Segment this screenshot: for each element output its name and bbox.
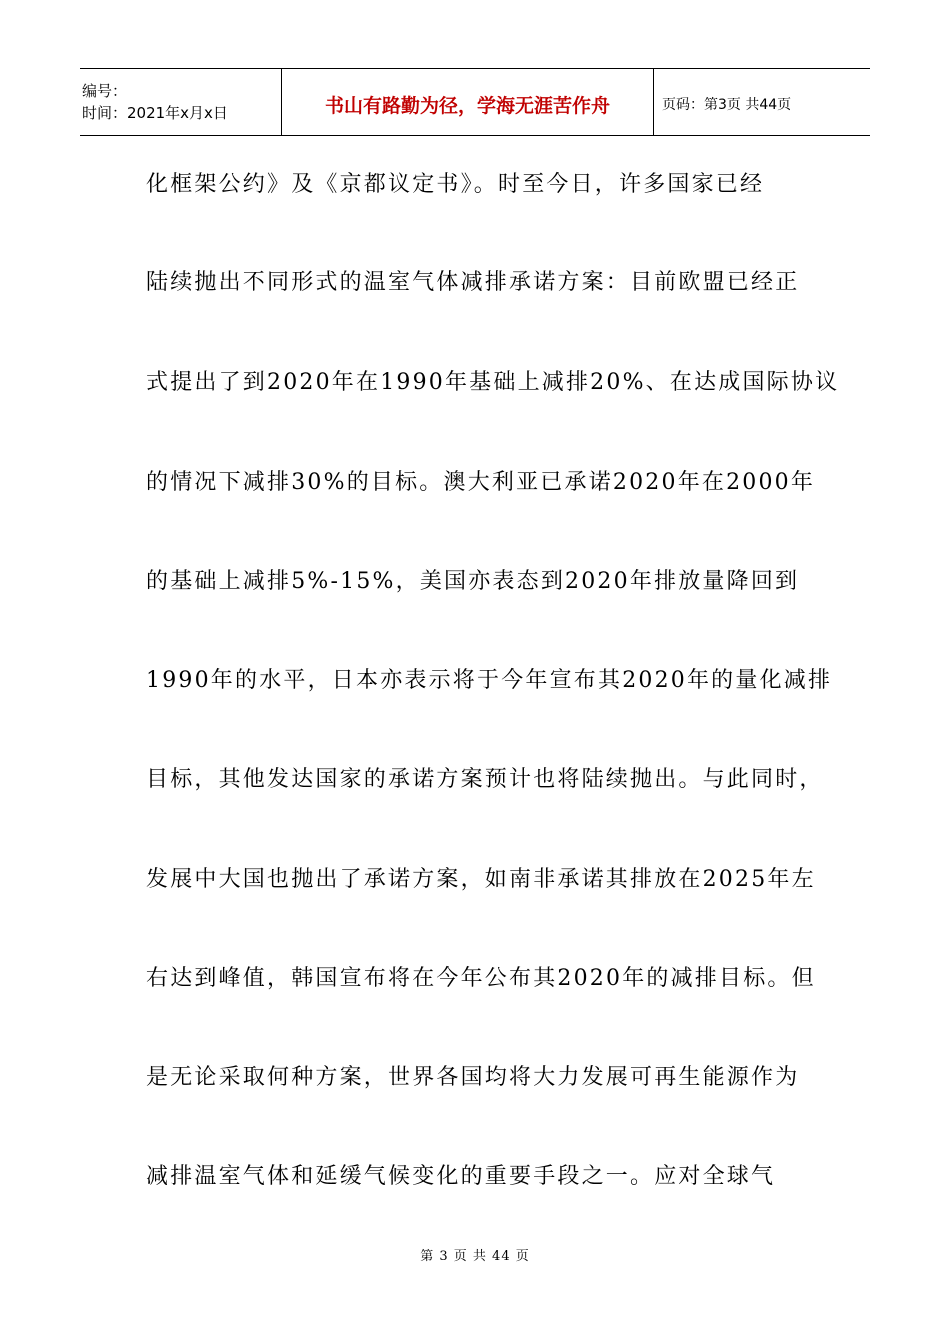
body-line: 目标，其他发达国家的承诺方案预计也将陆续抛出。与此同时， [146, 767, 824, 792]
header-motto-cell [282, 69, 654, 135]
number-label: 编号： [82, 82, 128, 100]
body-line: 化框架公约》及《京都议定书》。时至今日，许多国家已经 [146, 172, 765, 197]
page-footer: 第 3 页 共 44 页 [420, 1249, 530, 1264]
body-line: 发展中大国也抛出了承诺方案，如南非承诺其排放在2025年左 [146, 867, 816, 892]
body-line: 的情况下减排30%的目标。澳大利亚已承诺2020年在2000年 [146, 470, 816, 495]
body-line: 减排温室气体和延缓气候变化的重要手段之一。应对全球气 [146, 1164, 776, 1189]
document-header [80, 68, 870, 136]
body-line: 是无论采取何种方案，世界各国均将大力发展可再生能源作为 [146, 1065, 800, 1090]
header-page-cell [654, 69, 870, 135]
page-info: 页码：第3页 共44页 [662, 97, 792, 113]
body-line: 式提出了到2020年在1990年基础上减排20%、在达成国际协议 [146, 370, 840, 395]
body-line: 陆续抛出不同形式的温室气体减排承诺方案：目前欧盟已经正 [146, 270, 800, 295]
motto-text: 书山有路勤为径，学海无涯苦作舟 [324, 94, 610, 117]
body-line: 右达到峰值，韩国宣布将在今年公布其2020年的减排目标。但 [146, 966, 816, 991]
time-label: 时间：2021年x月x日 [82, 104, 228, 122]
body-line: 的基础上减排5%-15%，美国亦表态到2020年排放量降回到 [146, 569, 800, 594]
header-meta-cell [80, 69, 282, 135]
body-line: 1990年的水平，日本亦表示将于今年宣布其2020年的量化减排 [146, 668, 833, 693]
